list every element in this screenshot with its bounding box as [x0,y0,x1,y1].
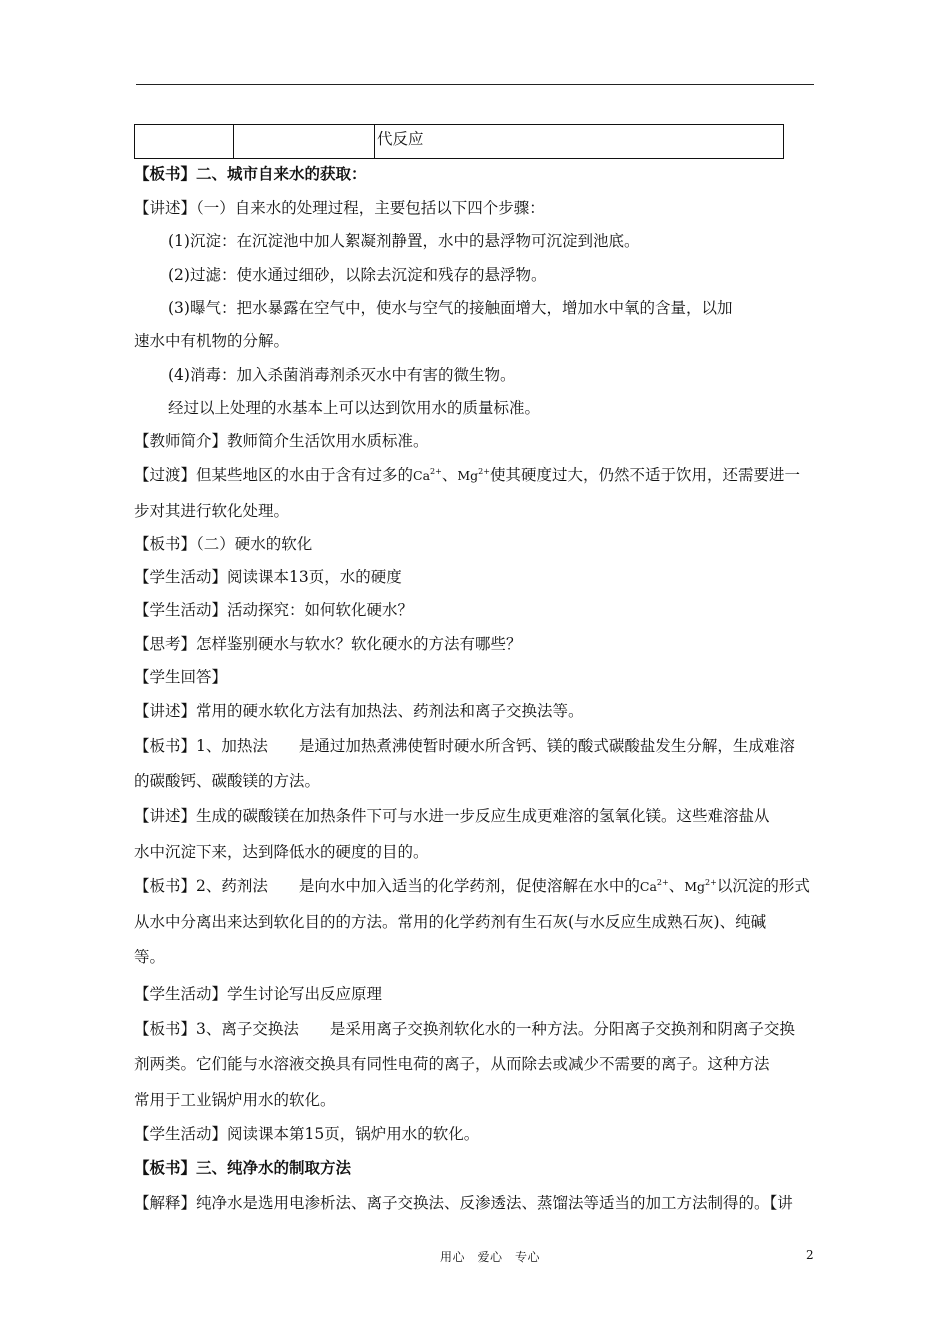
text-line: 的碳酸钙、碳酸镁的方法。 [134,772,321,790]
table-cell [234,125,375,159]
text-line: 等。 [134,948,166,966]
header-rule [136,84,814,85]
text-line: 常用于工业锅炉用水的软化。 [134,1091,336,1109]
text-line: 经过以上处理的水基本上可以达到饮用水的质量标准。 [168,399,541,417]
text-line: 【讲述】生成的碳酸镁在加热条件下可与水进一步反应生成更难溶的氢氧化镁。这些难溶盐从 [134,807,770,825]
text-line: 从水中分离出来达到软化目的的方法。常用的化学药剂有生石灰(与水反应生成熟石灰)、纯碱 [134,913,767,931]
ion-mg: Mg [684,879,706,894]
ion-mg: Mg [457,468,479,483]
text-segment: 【板书】2、药剂法 是向水中加入适当的化学药剂，促使溶解在水中的 [134,877,640,895]
text-line: 水中沉淀下来，达到降低水的硬度的目的。 [134,843,429,861]
table-cell: 代反应 [375,125,784,159]
ion-ca: Ca [413,468,431,483]
ion-charge: 2+ [705,877,717,887]
separator: 、 [668,877,685,895]
text-segment: 使其硬度过大，仍然不适于饮用，还需要进一 [489,466,800,484]
text-line: 【思考】怎样鉴别硬水与软水？软化硬水的方法有哪些？ [134,635,522,653]
section-heading: 【板书】三、纯净水的制取方法 [134,1158,352,1177]
text-segment: 【过渡】但某些地区的水由于含有过多的 [134,466,414,484]
text-line-transition [134,464,800,487]
text-line: 【板书】3、离子交换法 是采用离子交换剂软化水的一种方法。分阳离子交换剂和阴离子交换 [134,1020,795,1038]
table-cell [135,125,234,159]
ion-charge: 2+ [656,877,669,887]
ion-charge: 2+ [430,466,442,476]
text-line: (2)过滤：使水通过细砂，以除去沉淀和残存的悬浮物。 [168,266,547,284]
text-line: (1)沉淀：在沉淀池中加人絮凝剂静置，水中的悬浮物可沉淀到池底。 [168,232,640,250]
text-line: 步对其进行软化处理。 [134,502,290,520]
text-line: 速水中有机物的分解。 [134,332,290,350]
table-row [135,125,784,159]
page-number: 2 [806,1248,814,1262]
ion-charge: 2+ [478,466,490,476]
separator: 、 [441,466,458,484]
text-line: 【板书】（二）硬水的软化 [134,535,313,553]
section-heading: 【板书】二、城市自来水的获取： [134,164,367,183]
text-line: 【学生活动】活动探究：如何软化硬水？ [134,601,414,619]
ion-ca: Ca [639,879,657,894]
text-line: 【学生活动】学生讨论写出反应原理 [134,985,383,1003]
table-fragment [134,124,784,159]
text-line: (3)曝气：把水暴露在空气中，使水与空气的接触面增大，增加水中氧的含量，以加 [168,299,733,317]
text-line: 【板书】1、加热法 是通过加热煮沸使暂时硬水所含钙、镁的酸式碳酸盐发生分解，生成难溶 [134,737,795,755]
text-line: 【教师简介】教师简介生活饮用水质标准。 [134,432,429,450]
text-line: (4)消毒：加入杀菌消毒剂杀灭水中有害的微生物。 [168,366,516,384]
text-line: 剂两类。它们能与水溶液交换具有同性电荷的离子，从而除去或减少不需要的离子。这种方法 [134,1055,770,1073]
text-line: 【学生活动】阅读课本第15页，锅炉用水的软化。 [134,1125,480,1143]
text-line-reagent [134,875,810,898]
footer-slogan: 用心 爱心 专心 [440,1250,541,1264]
text-line: 【解释】纯净水是选用电渗析法、离子交换法、反渗透法、蒸馏法等适当的加工方法制得的。【讲 [134,1194,793,1212]
text-line: 【学生活动】阅读课本13页，水的硬度 [134,568,402,586]
text-line: 【讲述】常用的硬水软化方法有加热法、药剂法和离子交换法等。 [134,702,584,720]
text-line: 【讲述】（一）自来水的处理过程，主要包括以下四个步骤： [134,199,545,217]
text-line: 【学生回答】 [134,668,228,686]
text-segment: 以沉淀的形式 [716,877,810,895]
